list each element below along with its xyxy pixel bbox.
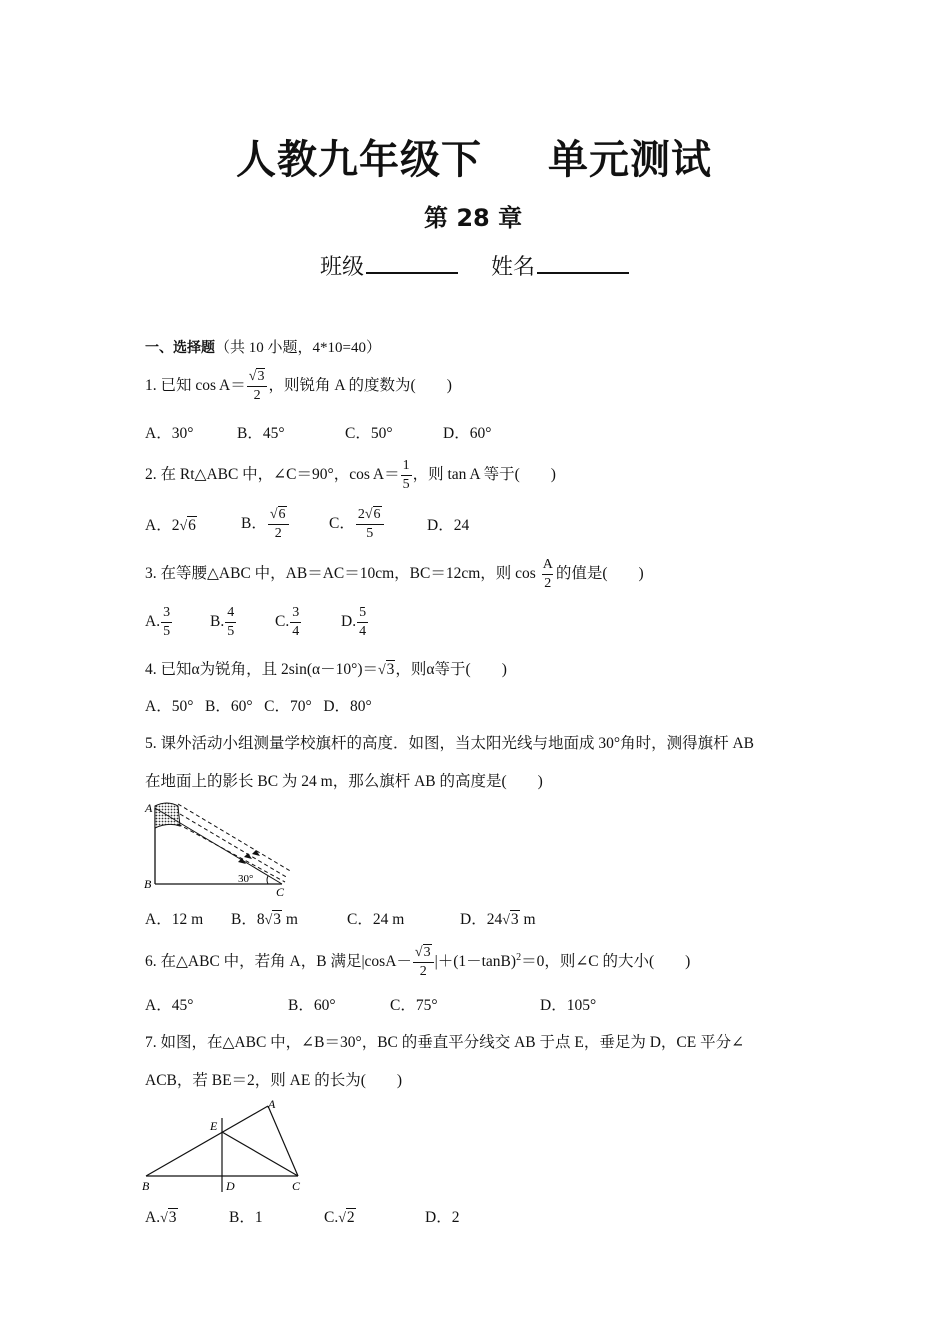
q3-options	[145, 604, 465, 648]
q3-option-a[interactable]: A. $\frac{3}{5}$	[145, 605, 171, 639]
label-c: C	[292, 1179, 301, 1193]
q1-option-c[interactable]: C．50°	[345, 425, 393, 442]
q7-option-c[interactable]: C.√2	[324, 1209, 355, 1226]
q3-tail: 的值是( )	[555, 565, 644, 583]
ray-arrow-2	[244, 853, 252, 859]
label-angle: 30°	[238, 873, 254, 885]
q3-option-b[interactable]: B. $\frac{4}{5}$	[210, 605, 235, 639]
q1-options	[145, 424, 492, 444]
section-note: （共 10 小题，4*10=40）	[215, 340, 381, 356]
q5-option-d[interactable]: D．24√3 m	[460, 911, 536, 928]
q3-option-d[interactable]: D. $\frac{5}{4}$	[341, 605, 367, 639]
q4-options[interactable]: A．50° B．60° C．70° D．80°	[145, 698, 372, 715]
label-c: C	[276, 885, 285, 899]
ray-arrow-1	[252, 850, 260, 856]
q3-fraction: $\frac{A}{2}$	[542, 557, 553, 591]
section-heading	[145, 336, 381, 357]
title-unit-test: 单元测试	[548, 137, 712, 183]
q5-option-c[interactable]: C．24 m	[347, 911, 405, 928]
q6-exponent: 2	[516, 951, 522, 963]
label-a: A	[145, 801, 153, 815]
label-b: B	[142, 1179, 150, 1193]
question-2	[145, 457, 556, 494]
q5-option-b[interactable]: B．8√3 m	[231, 911, 298, 928]
question-1	[145, 368, 452, 405]
q2-num: 1	[401, 457, 412, 476]
segment-ce	[222, 1132, 298, 1176]
q2-option-d[interactable]: D．24	[427, 517, 470, 534]
q1-stem: 1. 已知 cos A＝	[145, 377, 246, 395]
student-info	[320, 250, 629, 281]
question-6	[145, 944, 690, 981]
q2-option-b[interactable]: B． $\frac{√6}{2}$	[241, 506, 290, 543]
q2-option-c[interactable]: C． $\frac{2√6}{5}$	[329, 506, 385, 543]
q7-option-d[interactable]: D．2	[425, 1209, 460, 1226]
title-grade: 人教九年级下	[236, 137, 482, 183]
q1-option-b[interactable]: B．45°	[237, 425, 285, 442]
q3-option-c[interactable]: C. $\frac{3}{4}$	[275, 605, 300, 639]
q2-options	[145, 506, 565, 546]
name-blank	[537, 252, 629, 274]
q5-option-a[interactable]: A．12 m	[145, 911, 204, 928]
q6-option-c[interactable]: C．75°	[390, 997, 438, 1014]
q2-stem: 2. 在 Rt△ABC 中，∠C＝90°，cos A＝	[145, 466, 400, 484]
q2-fraction	[401, 457, 412, 494]
flagpole-figure	[140, 796, 310, 900]
angle-arc	[267, 876, 268, 884]
q6-fraction: $\frac{√3}{2}$	[413, 944, 434, 981]
question-3	[145, 556, 644, 593]
side-ac	[268, 1106, 298, 1176]
q6-mid: |＋(1－tanB)	[434, 953, 517, 971]
name-label: 姓名	[491, 254, 536, 279]
q4-stem: 4. 已知α为锐角，且 2sin(α－10°)＝	[145, 661, 378, 678]
q6-options	[145, 996, 665, 1018]
question-7-line1: 7. 如图，在△ABC 中，∠B＝30°，BC 的垂直平分线交 AB 于点 E，垂足为 D，CE 平分∠	[145, 1034, 745, 1051]
q1-den: 2	[253, 388, 261, 403]
class-label: 班级	[320, 254, 365, 279]
label-d: D	[226, 1179, 235, 1193]
q1-option-a[interactable]: A．30°	[145, 425, 194, 442]
q4-sqrt: √3	[377, 661, 395, 678]
q6-stem: 6. 在△ABC 中，若角 A，B 满足|cosA－	[145, 953, 412, 971]
q3-stem: 3. 在等腰△ABC 中，AB＝AC＝10cm，BC＝12cm，则 cos	[145, 565, 540, 583]
q7-option-b[interactable]: B．1	[229, 1209, 263, 1226]
sun-ray-main	[155, 808, 282, 884]
chapter-title: 第 28 章	[424, 204, 523, 232]
sun-ray-1	[178, 804, 292, 872]
question-7-line2: ACB，若 BE＝2，则 AE 的长为( )	[145, 1072, 403, 1089]
q5-options	[145, 910, 595, 932]
q2-tail: ，则 tan A 等于( )	[412, 466, 556, 484]
label-b: B	[144, 877, 152, 891]
triangle-figure	[140, 1096, 315, 1196]
q1-fraction: $\frac{√3}{2}$	[247, 368, 268, 405]
question-5-line1: 5. 课外活动小组测量学校旗杆的高度．如图，当太阳光线与地面成 30°角时，测得旗杆 AB	[145, 735, 754, 752]
q6-option-d[interactable]: D．105°	[540, 997, 597, 1014]
q6-option-a[interactable]: A．45°	[145, 997, 194, 1014]
q6-option-b[interactable]: B．60°	[288, 997, 336, 1014]
q2-den: 5	[402, 477, 410, 492]
q1-tail: ，则锐角 A 的度数为( )	[268, 377, 452, 395]
q7-option-a[interactable]: A.√3	[145, 1209, 177, 1226]
q6-tail: ＝0，则∠C 的大小( )	[521, 953, 691, 971]
question-5-line2: 在地面上的影长 BC 为 24 m，那么旗杆 AB 的高度是( )	[145, 773, 543, 790]
q1-option-d[interactable]: D．60°	[443, 425, 492, 442]
q4-tail: ，则α等于( )	[395, 661, 507, 678]
q2-option-a[interactable]: A．2√6	[145, 517, 196, 534]
q7-options	[145, 1208, 545, 1230]
class-blank	[366, 252, 458, 274]
question-4	[145, 660, 507, 681]
sun-ray-2	[180, 814, 288, 878]
section-label: 一、选择题	[145, 340, 215, 356]
label-a: A	[268, 1097, 276, 1111]
side-ba	[146, 1106, 268, 1176]
label-e: E	[210, 1119, 218, 1133]
q1-num: 3	[257, 369, 265, 384]
sun-ray-3	[178, 824, 285, 882]
